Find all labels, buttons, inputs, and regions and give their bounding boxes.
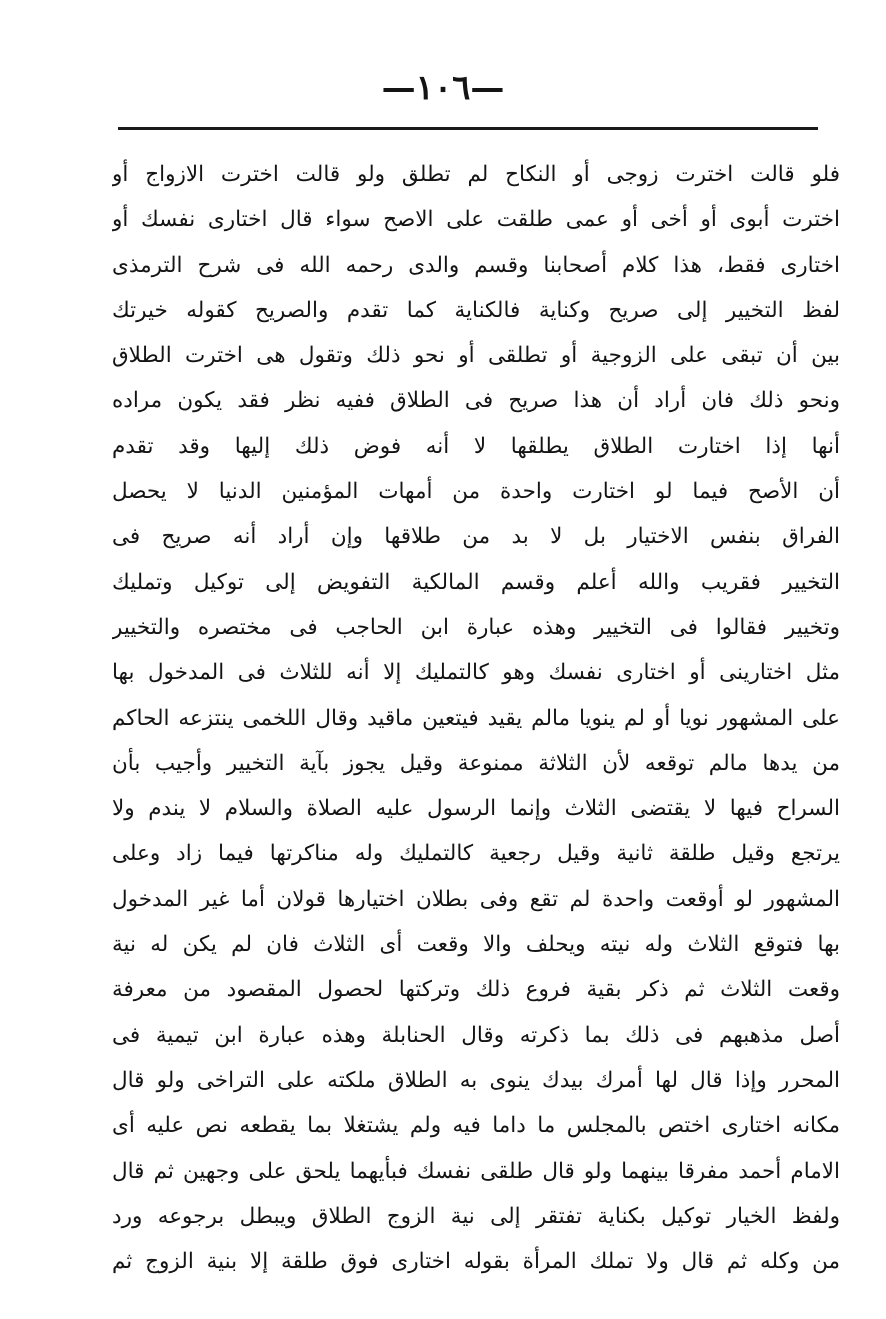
text-line: أصل مذهبهم فى ذلك بما ذكرته وقال الحنابلة وهذه عبارة ابن تيمية فى xyxy=(112,1022,840,1048)
page-number: —١٠٦— xyxy=(381,68,505,108)
text-line: اختارى فقط، هذا كلام أصحابنا وقسم والدى رحمه الله فى شرح الترمذى xyxy=(112,252,840,278)
text-line: ولفظ الخيار توكيل بكناية تفتقر إلى نية الزوج الطلاق ويبطل برجوعه ورد xyxy=(112,1203,840,1229)
text-line: اخترت أبوى أو أخى أو عمى طلقت على الاصح سواء قال اختارى نفسك أو xyxy=(112,207,840,233)
text-line: على المشهور نويا أو لم ينويا مالم يقيد فيتعين ماقيد وقال اللخمى ينتزعه الحاكم xyxy=(112,705,840,731)
text-line: المحرر وإذا قال لها أمرك بيدك ينوى به الطلاق ملكته على التراخى ولو قال xyxy=(112,1067,840,1093)
text-line: مكانه اختارى اختص بالمجلس ما داما فيه ولم يشتغلا بما يقطعه نص عليه أى xyxy=(112,1113,840,1139)
header-rule xyxy=(118,127,818,130)
text-line: من وكله ثم قال ولا تملك المرأة بقوله اختارى فوق طلقة إلا بنية الزوج ثم xyxy=(112,1249,840,1275)
text-line: التخيير فقريب والله أعلم وقسم المالكية التفويض إلى توكيل وتمليك xyxy=(112,569,840,595)
text-line: ونحو ذلك فان أراد أن هذا صريح فى الطلاق ففيه نظر فقد يكون مراده xyxy=(112,388,840,414)
text-line: وتخيير فقالوا فى التخيير وهذه عبارة ابن الحاجب فى مختصره والتخيير xyxy=(112,614,840,640)
text-line: فلو قالت اخترت زوجى أو النكاح لم تطلق ولو قالت اخترت الازواج أو xyxy=(112,162,840,187)
text-line: من يدها مالم توقعه لأن الثلاثة ممنوعة وقيل يجوز بآية التخيير وأجيب بأن xyxy=(112,750,840,776)
text-line: بها فتوقع الثلاث وله نيته ويحلف والا وقعت أى الثلاث فان لم يكن له نية xyxy=(112,932,840,958)
text-line: الفراق بنفس الاختيار بل لا بد من طلاقها وإن أراد أنه صريح فى xyxy=(112,524,840,550)
body-text xyxy=(112,152,840,1284)
text-line: أنها إذا اختارت الطلاق يطلقها لا أنه فوض ذلك إليها وقد تقدم xyxy=(112,433,840,459)
text-line: مثل اختارينى أو اختارى نفسك وهو كالتمليك إلا أنه للثلاث فى المدخول بها xyxy=(112,660,840,686)
text-line: لفظ التخيير إلى صريح وكناية فالكناية كما تقدم والصريح كقوله خيرتك xyxy=(112,297,840,323)
text-line: بين أن تبقى على الزوجية أو تطلقى أو نحو ذلك وتقول هى اخترت الطلاق xyxy=(112,343,840,369)
text-line: أن الأصح فيما لو اختارت واحدة من أمهات المؤمنين الدنيا لا يحصل xyxy=(112,479,840,505)
text-line: المشهور لو أوقعت واحدة لم تقع وفى بطلان اختيارها قولان أما غير المدخول xyxy=(112,886,840,912)
text-line: الامام أحمد مفرقا بينهما ولو قال طلقى نفسك فبأيهما يلحق على وجهين ثم قال xyxy=(112,1158,840,1184)
text-line: يرتجع وقيل طلقة ثانية وقيل رجعية كالتمليك وله مناكرتها فيما زاد وعلى xyxy=(112,841,840,867)
text-line: السراح فيها لا يقتضى الثلاث وإنما الرسول عليه الصلاة والسلام لا يندم ولا xyxy=(112,796,840,822)
text-line: وقعت الثلاث ثم ذكر بقية فروع ذلك وتركتها لحصول المقصود من معرفة xyxy=(112,977,840,1003)
